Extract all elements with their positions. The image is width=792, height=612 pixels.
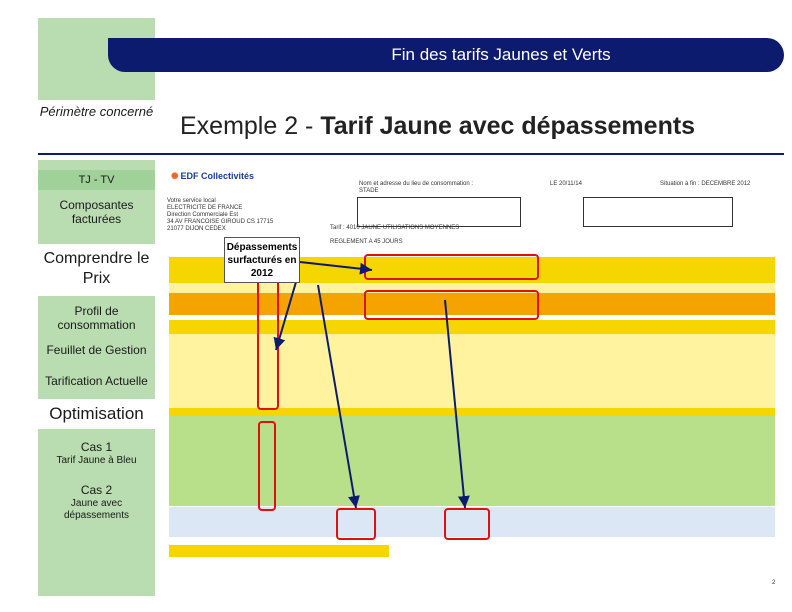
situation: Situation à fin : DECEMBRE 2012 — [660, 181, 751, 187]
address-box — [357, 197, 521, 227]
sender-line-3: Direction Commerciale Est — [167, 212, 239, 218]
sender-line-4: 34 AV FRANCOISE GIROUD CS 17715 — [167, 219, 274, 225]
invoice-date: LE 20/11/14 — [550, 181, 582, 187]
reglement-label: REGLEMENT A 45 JOURS — [330, 239, 403, 245]
sidebar-item-composantes[interactable]: Composantes facturées — [59, 198, 134, 226]
sidebar-item-cas1-sub[interactable]: Tarif Jaune à Bleu — [56, 455, 137, 466]
tarif-label: Tarif : 4010 JAUNE UTILISATIONS MOYENNES — [330, 225, 460, 231]
highlight-depass-cost — [336, 508, 376, 540]
sender-line-1: Votre service local — [167, 198, 216, 204]
page-title — [180, 112, 695, 141]
header-title: Fin des tarifs Jaunes et Verts — [391, 45, 611, 64]
sidebar-item-optimisation[interactable]: Optimisation — [38, 399, 155, 429]
highlight-total — [444, 508, 490, 540]
header-bar — [108, 38, 784, 72]
edf-flame-icon: ✺ — [171, 171, 179, 181]
client-label: Nom et adresse du lieu de consommation : — [359, 181, 474, 187]
client-name: STADE — [359, 188, 379, 194]
sidebar-item-cas1[interactable]: Cas 1 — [80, 440, 113, 454]
sender-line-2: ELECTRICITE DE FRANCE — [167, 205, 243, 211]
address-box-2 — [583, 197, 733, 227]
callout-depassements: Dépassements surfacturés en 2012 — [224, 237, 300, 283]
edf-logo: ✺ EDF Collectivités — [171, 171, 255, 181]
highlight-temps-depasse — [258, 421, 276, 511]
sidebar-item-cas2[interactable]: Cas 2 — [80, 483, 113, 497]
table-footer-yellow — [169, 545, 389, 557]
sidebar-item-feuillet[interactable]: Feuillet de Gestion — [46, 343, 147, 357]
page-number: 2 — [772, 580, 776, 586]
sidebar-item-tj-tv[interactable]: TJ - TV — [38, 170, 155, 190]
sidebar-item-tarification[interactable]: Tarification Actuelle — [45, 374, 148, 388]
sidebar-item-comprendre[interactable]: Comprendre le Prix — [38, 244, 155, 296]
highlight-puissance — [364, 254, 539, 280]
page-title-bold: Tarif Jaune avec dépassements — [320, 112, 696, 140]
sidebar-item-cas2-sub[interactable]: Jaune avec dépassements — [63, 498, 130, 521]
sender-line-5: 21077 DIJON CEDEX — [167, 226, 226, 232]
sidebar-item-profil[interactable]: Profil de consommation — [57, 304, 136, 332]
sidebar-item-perimetre[interactable]: Périmètre concerné — [38, 100, 155, 160]
highlight-depassements — [364, 290, 539, 320]
divider — [38, 153, 784, 155]
sidebar — [38, 18, 155, 596]
page-title-prefix: Exemple 2 - — [180, 112, 321, 140]
